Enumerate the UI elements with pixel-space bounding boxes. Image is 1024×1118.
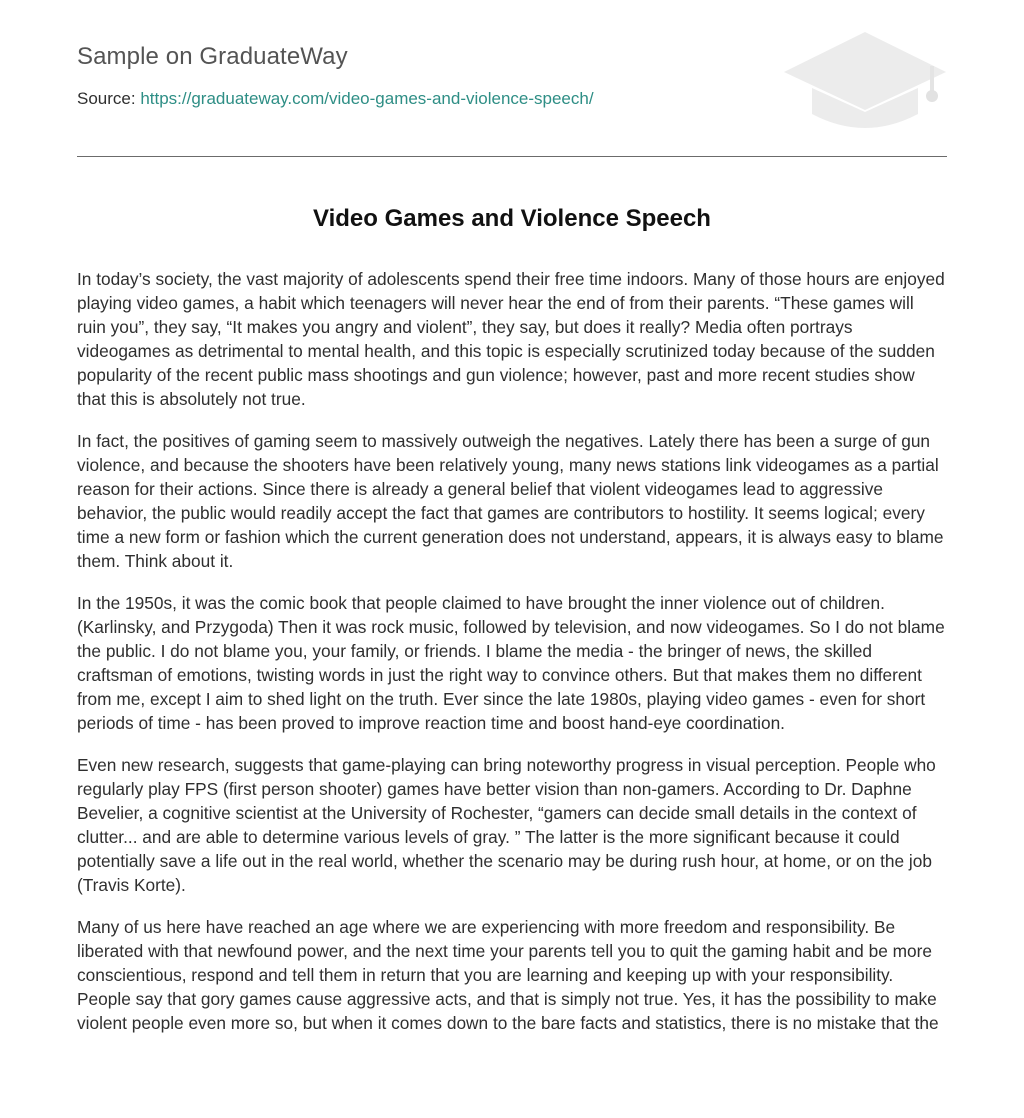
paragraph: In fact, the positives of gaming seem to massively outweigh the negatives. Lately there has been a surge of gun violence, and because the shooters have been relatively young, many news stations link videogames as a partial reason for their actions. Since there is already a general belief that violent videogames lead to aggressive behavior, the public would readily accept the fact that games are contributors to hostility. It seems logical; every time a new form or fashion which the current generation does not understand, appears, it is always easy to blame them. Think about it. <box>77 431 944 571</box>
paragraph: In the 1950s, it was the comic book that people claimed to have brought the inner violence out of children. (Karlinsky, and Przygoda) Then it was rock music, followed by television, and now videogames. So I do not blame the public. I do not blame you, your family, or friends. I blame the media - the bringer of news, the skilled craftsman of emotions, twisting words in just the right way to convince others. But that makes them no different from me, except I aim to shed light on the truth. Ever since the late 1980s, playing video games - even for short periods of time - has been proved to improve reaction time and boost hand-eye coordination. <box>77 593 945 733</box>
paragraph: Even new research, suggests that game-playing can bring noteworthy progress in visual perception. People who regularly play FPS (first person shooter) games have better vision than non-gamers. According to Dr. Daphne Bevelier, a cognitive scientist at the University of Rochester, “gamers can decide small details in the context of clutter... and are able to determine various levels of gray. ” The latter is the more significant because it could potentially save a life out in the real world, whether the scenario may be during rush hour, at home, or on the job (Travis Korte). <box>77 755 936 895</box>
source-line <box>77 89 594 109</box>
paragraph: Many of us here have reached an age where we are experiencing with more freedom and responsibility. Be liberated with that newfound power, and the next time your parents tell you to quit the gaming habit and be more conscientious, respond and tell them in return that you are learning and keeping up with your responsibility. People say that gory games cause aggressive acts, and that is simply not true. Yes, it has the possibility to make violent people even more so, but when it comes down to the bare facts and statistics, there is no mistake that the <box>77 917 939 1033</box>
document-title: Video Games and Violence Speech <box>313 205 711 232</box>
paragraph: In today’s society, the vast majority of adolescents spend their free time indoors. Many of those hours are enjoyed playing video games, a habit which teenagers will never hear the end of from their parents. “These games will ruin you”, they say, “It makes you angry and violent”, they say, but does it really? Media often portrays videogames as detrimental to mental health, and this topic is especially scrutinized today because of the sudden popularity of the recent public mass shootings and gun violence; however, past and more recent studies show that this is absolutely not true. <box>77 269 945 409</box>
document-body <box>77 267 947 1053</box>
header <box>77 0 947 157</box>
graduation-cap-icon <box>780 30 950 134</box>
source-link[interactable]: https://graduateway.com/video-games-and-violence-speech/ <box>140 89 594 108</box>
site-title: Sample on GraduateWay <box>77 43 348 70</box>
page <box>77 0 947 1033</box>
source-label: Source: <box>77 89 141 108</box>
